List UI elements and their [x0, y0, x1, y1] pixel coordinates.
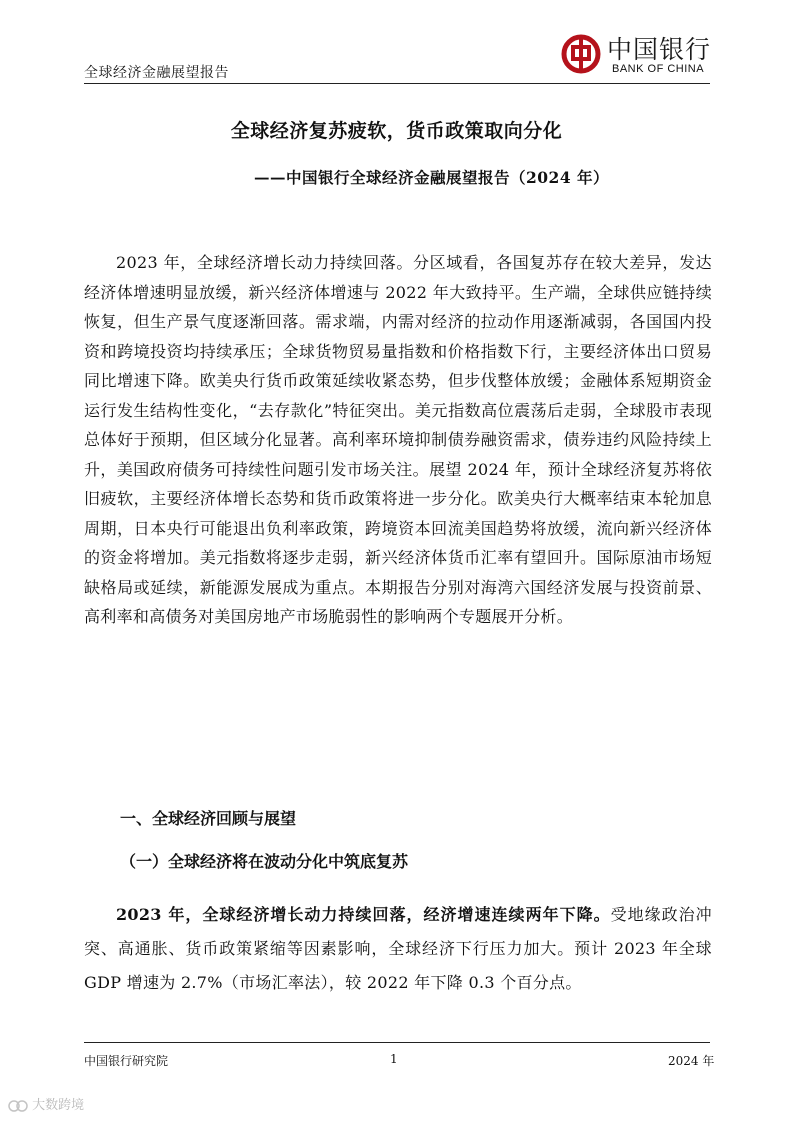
section-heading: 一、全球经济回顾与展望 — [120, 809, 297, 828]
body-section — [84, 898, 712, 1000]
summary-paragraph: 2023 年，全球经济增长动力持续回落。分区域看，各国复苏存在较大差异，发达经济体增速明显放缓，新兴经济体增速与 2022 年大致持平。生产端，全球供应链持续恢复，但生产景气度逐渐回落。需求端，内需对经济的拉动作用逐渐减弱，各国国内投资和跨境投资均持续承压；全球货物贸易量指数和价格指数下行，主要经济体出口贸易同比增速下降。欧美央行货币政策延续收紧态势，但步伐整体放缓；金融体系短期资金运行发生结构性变化，“去存款化”特征突出。美元指数高位震荡后走弱，全球股市表现总体好于预期，但区域分化显著。高利率环境抑制债券融资需求，债券违约风险持续上升，美国政府债务可持续性问题引发市场关注。展望 2024 年，预计全球经济复苏将依旧疲软，主要经济体增长态势和货币政策将进一步分化。欧美央行大概率结束本轮加息周期，日本央行可能退出负利率政策，跨境资本回流美国趋势将放缓，流向新兴经济体的资金将增加。美元指数将逐步走弱，新兴经济体货币汇率有望回升。国际原油市场短缺格局或延续，新能源发展成为重点。本期报告分别对海湾六国经济发展与投资前景、高利率和高债务对美国房地产市场脆弱性的影响两个专题展开分析。 — [84, 253, 712, 626]
watermark — [8, 1094, 84, 1113]
page-number: 1 — [390, 1052, 398, 1066]
paragraph-rest: 受地缘政治冲突、高通胀、货币政策紧缩等因素影响，全球经济下行压力加大。预计 2023 年全球 GDP 增速为 2.7%（市场汇率法），较 2022 年下降 0.3 个百分点。 — [84, 905, 712, 992]
bank-of-china-emblem-icon — [561, 34, 601, 74]
subsection-heading: （一）全球经济将在波动分化中筑底复苏 — [120, 852, 409, 871]
header-title: 全球经济金融展望报告 — [84, 65, 229, 81]
bank-logo — [561, 30, 711, 80]
watermark-text: 大数跨境 — [32, 1098, 85, 1113]
logo-english-name: BANK OF CHINA — [612, 63, 705, 75]
footer-year: 2024 年 — [668, 1054, 715, 1068]
paragraph-lead-bold: 2023 年，全球经济增长动力持续回落，经济增速连续两年下降。 — [116, 905, 611, 924]
footer-org: 中国银行研究院 — [84, 1054, 169, 1068]
footer-rule — [84, 1042, 710, 1043]
body-paragraph — [84, 898, 712, 1000]
header-rule — [84, 83, 710, 84]
document-subtitle: ——中国银行全球经济金融展望报告（2024 年） — [253, 168, 610, 187]
watermark-logo-icon — [8, 1099, 28, 1113]
logo-chinese-name: 中国银行 — [607, 35, 712, 64]
summary-section — [84, 248, 712, 632]
document-title: 全球经济复苏疲软，货币政策取向分化 — [230, 120, 563, 142]
